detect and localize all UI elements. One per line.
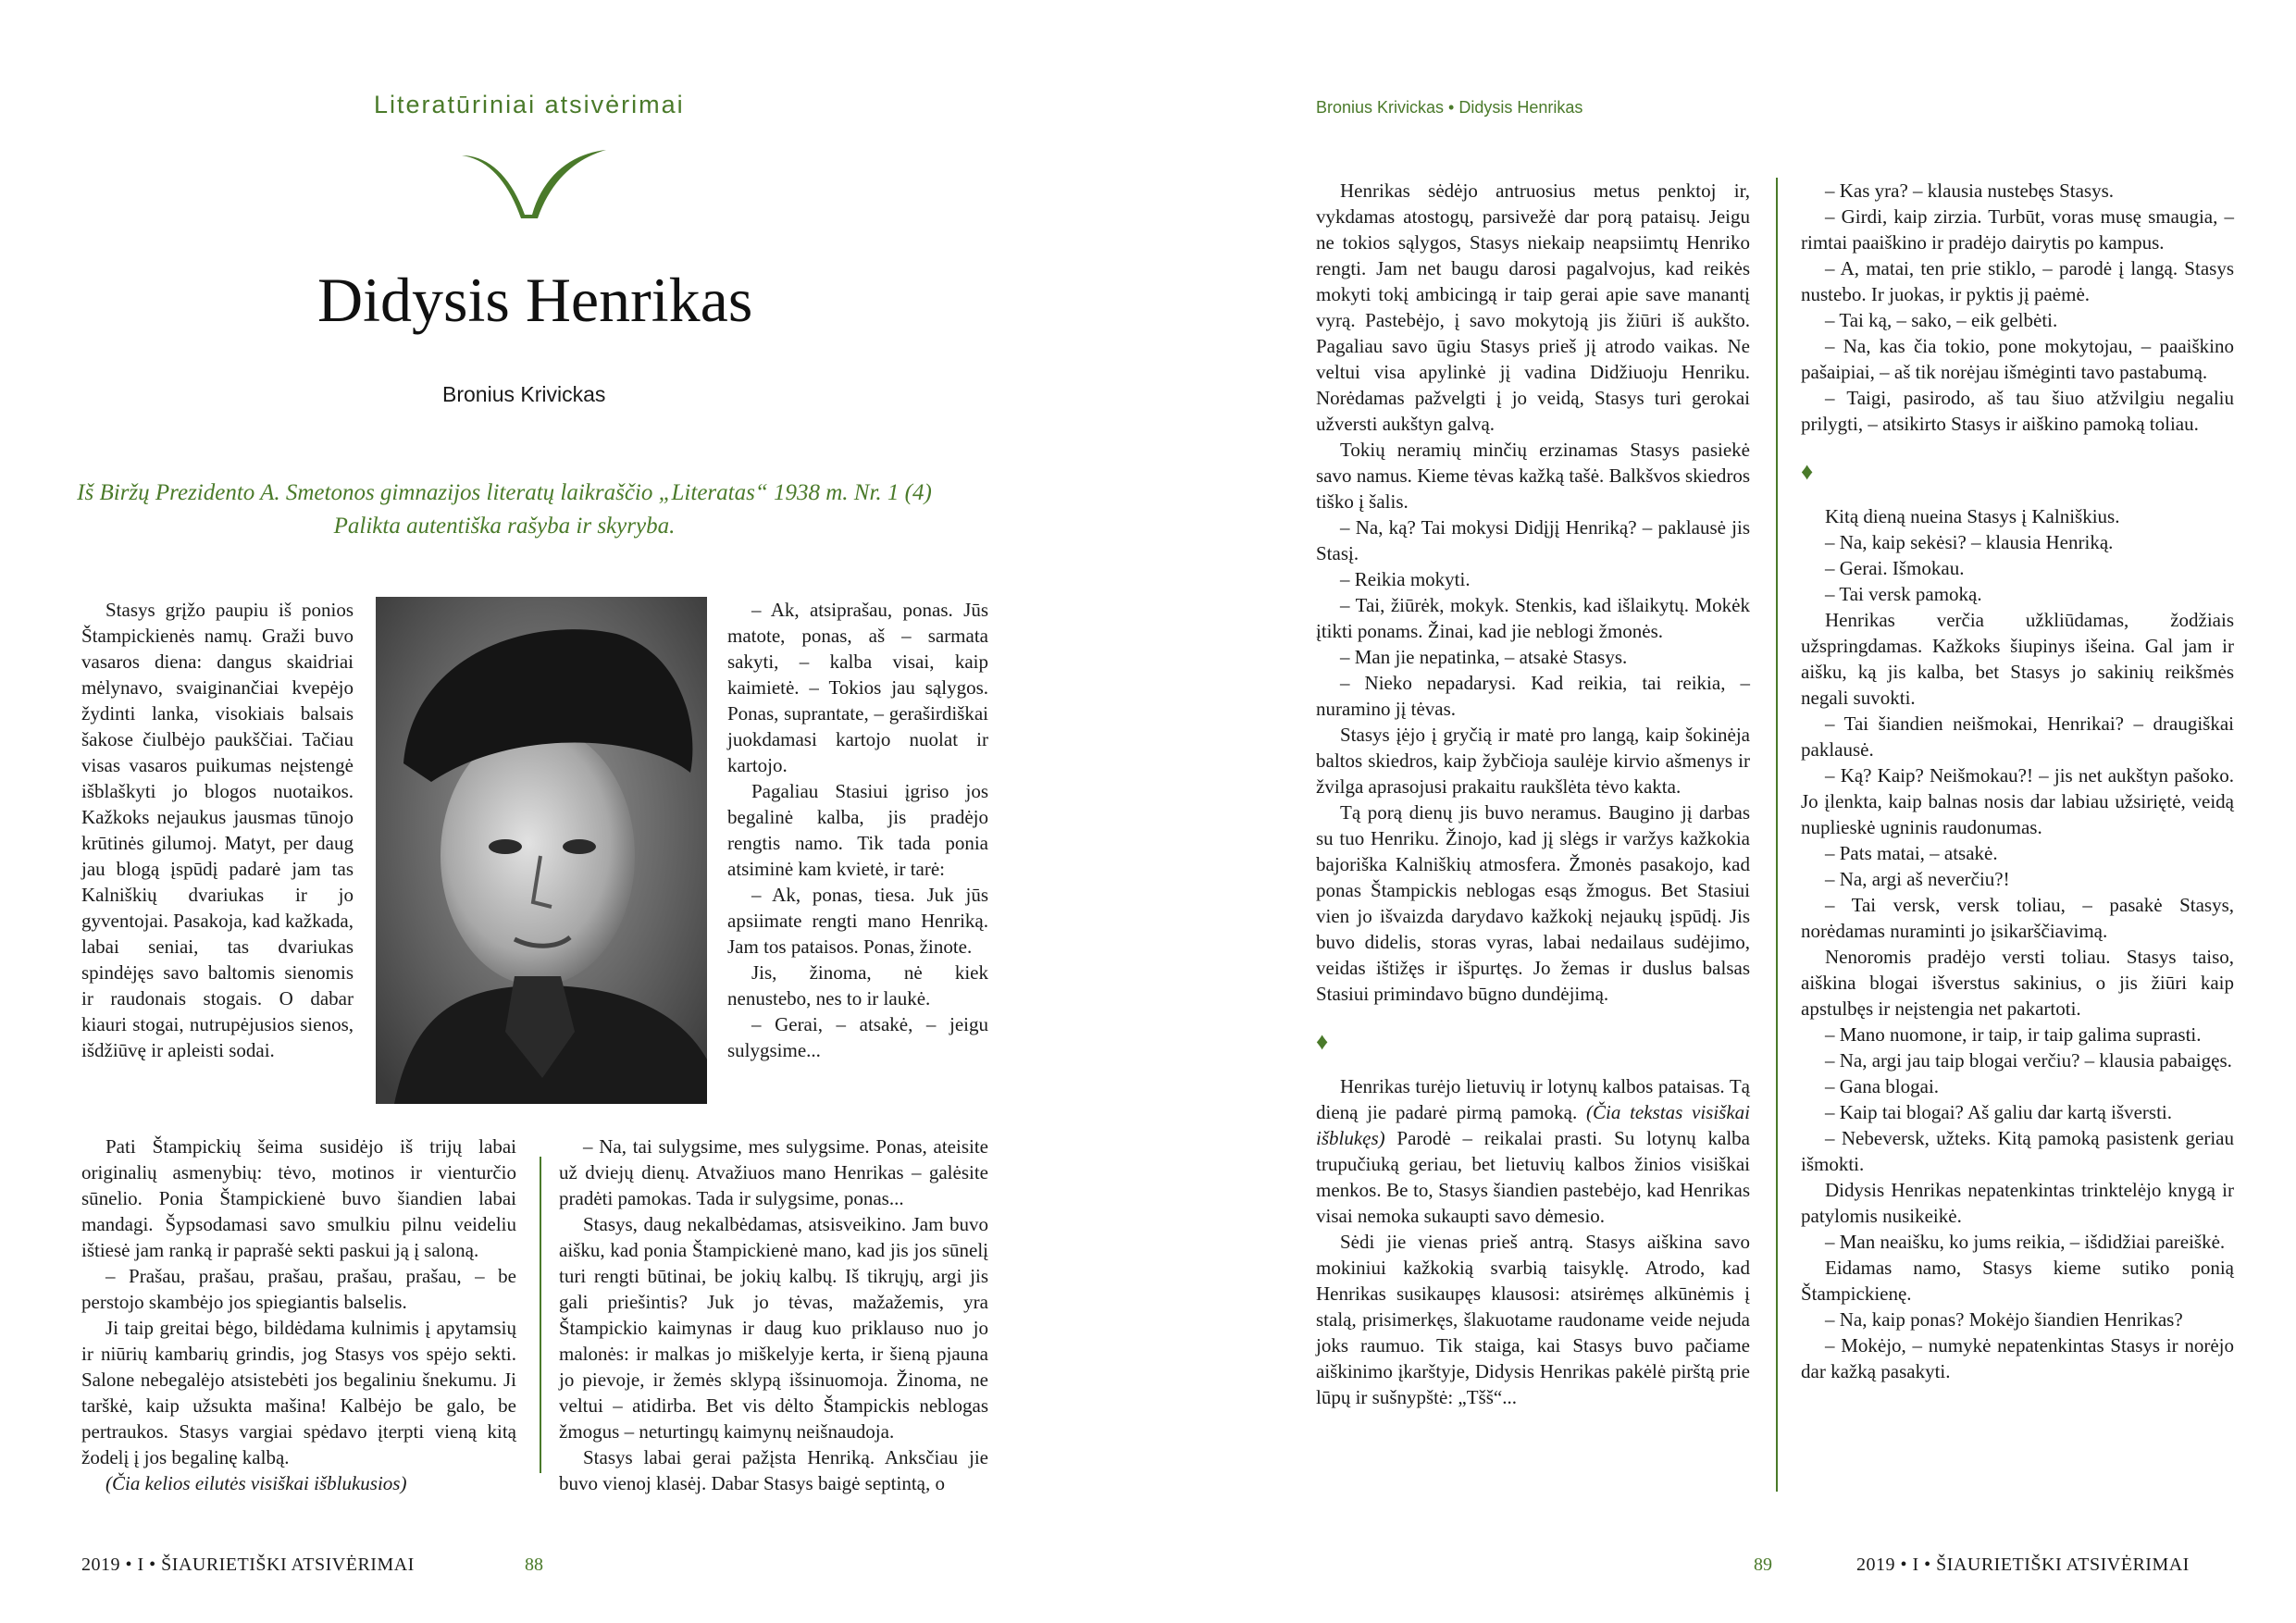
paragraph: – Mokėjo, – numykė nepatenkintas Stasys ir norėjo dar kažką pasakyti. <box>1801 1334 2234 1382</box>
paragraph: Sėdi jie vienas prieš antrą. Stasys aiškina savo mokiniui kažkokią svarbią taisyklę. Atrodo, kad Henrikas susikaupęs klausosi: atsirėmęs alkūnėmis į stalą, prisimerkęs, šlakuotame raudoname veide nejuda joks raumuo. Tik staiga, kai Stasys buvo pačiame aiškinimo įkarštyje, Didysis Henrikas pakėlė pirštą prie lūpų ir sušnypštė: „Tšš“... <box>1316 1231 1750 1408</box>
right-column-1 <box>1316 178 1750 1410</box>
page-number: 89 <box>1754 1555 1772 1575</box>
paragraph: Tą porą dienų jis buvo neramus. Baugino jį darbas su tuo Henriku. Žinojo, kad jį slėgs ir varžys kažkokia bajoriška Kalniškių atmosfera. Žmonės pasakojo, kad ponas Štampickis neblogas esąs žmogus. Bet Stasiui vien jo išvaizda darydavo kažkokį nejaukų įspūdį. Jis buvo didelis, storas vyras, labai nedailaus sudėjimo, veidas ištižęs ir išpurtęs. Jo žemas ir duslus balsas Stasiui primindavo būgno dundėjimą. <box>1316 801 1750 1005</box>
paragraph: Henrikas turėjo lietuvių ir lotynų kalbos pataisas. Tą dieną jie padarė pirmą pamoką. (Čia tekstas visiškai išblukęs) Parodė – reikalai prasti. Su lotynų kalba trupučiuką geriau, bet lietuvių kalbos žinios visiškai menkos. Be to, Stasys šiandien pastebėjo, kad Henrikas visai nemoka sukaupti savo dėmesio. <box>1316 1075 1750 1227</box>
paragraph: – Na, tai sulygsime, mes sulygsime. Ponas, ateisite už dviejų dienų. Atvažiuos mano Henrikas – galėsite pradėti pamokas. Tada ir sulygsime, ponas... <box>559 1135 988 1209</box>
paragraph: Eidamas namo, Stasys kieme sutiko ponią Štampickienę. <box>1801 1257 2234 1305</box>
paragraph: Pagaliau Stasiui įgriso jos begalinė kalba, jis pradėjo rengtis namo. Tik tada ponia atsiminė kam kvietė, ir tarė: <box>727 780 988 880</box>
source-line-2: Palikta autentiška rašyba ir skyryba. <box>333 514 676 539</box>
paragraph: – Na, ką? Tai mokysi Didįjį Henriką? – paklausė jis Stasį. <box>1316 516 1750 564</box>
left-column-2-top <box>727 597 988 1063</box>
paragraph: – Pats matai, – atsakė. <box>1825 842 1998 864</box>
source-note <box>0 477 1009 543</box>
paragraph: Henrikas verčia užkliūdamas, žodžiais užspringdamas. Kažkoks šiupinys išeina. Gal jam ir aišku, ką jis kalba, bet Stasys jo sakinių reikšmės negali suvokti. <box>1801 609 2234 709</box>
source-line-1: Iš Biržų Prezidento A. Smetonos gimnazijos literatų laikraščio „Literatas“ 1938 m. Nr. 1 (4) <box>77 480 932 505</box>
paragraph: – A, matai, ten prie stiklo, – parodė į langą. Stasys nustebo. Ir juokas, ir pyktis jį paėmė. <box>1801 257 2234 305</box>
paragraph: – Taigi, pasirodo, aš tau šiuo atžvilgiu negaliu prilygti, – atsikirto Stasys ir aiškino pamoką toliau. <box>1801 387 2234 435</box>
left-column-2-bottom <box>559 1134 988 1496</box>
paragraph: Ji taip greitai bėgo, bildėdama kulnimis į apytamsių ir niūrių kambarių grindis, jog Stasys vos spėjo sekti. Salone nebegalėjo atsistebėti jos begaliniu šnekumu. Ji tarškė, kaip užsukta mašina! Kalbėjo be galo, be pertraukos. Stasys vargiai spėdavo įterpti vieną kitą žodelį į jos begalinę kalbą. <box>81 1317 516 1468</box>
paragraph: Nenoromis pradėjo versti toliau. Stasys taiso, aiškina blogai išverstus sakinius, o jis žiūri kaip apstulbęs ir neįstengia net pakartoti. <box>1801 946 2234 1020</box>
paragraph: – Ką? Kaip? Neišmokau?! – jis net aukštyn pašoko. Jo įlenkta, kaip balnas nosis dar labiau užsiriętė, veidą nuplieskė ugninis raudonumas. <box>1801 764 2234 838</box>
paragraph: Didysis Henrikas nepatenkintas trinktelėjo knygą ir patylomis nusikeikė. <box>1801 1179 2234 1227</box>
paragraph: – Mano nuomone, ir taip, ir taip galima suprasti. <box>1825 1023 2202 1046</box>
diamond-ornament-icon: ♦ <box>1801 458 1814 485</box>
paragraph: – Ak, atsiprašau, ponas. Jūs matote, ponas, aš – sarmata sakyti, – kalba visai, kaip kaimietė. – Tokios jau sąlygos. Ponas, suprantate, – geraširdiškai juokdamasi kartojo nuolat ir kartojo. <box>727 599 988 776</box>
article-title: Didysis Henrikas <box>317 265 753 335</box>
author-name: Bronius Krivickas <box>442 382 606 406</box>
paragraph: – Gerai, – atsakė, – jeigu sulygsime... <box>727 1013 988 1061</box>
paragraph: – Na, kas čia tokio, pone mokytojau, – paaiškino pašaipiai, – aš tik norėjau išmėginti tavo pastabumą. <box>1801 335 2234 383</box>
paragraph: Pati Štampickių šeima susidėjo iš trijų labai originalių asmenybių: tėvo, motinos ir vienturčio sūnelio. Ponia Štampickienė buvo šiandien labai mandagi. Šypsodamasi savo smulkiu pilnu veideliu ištiesė jam ranką ir paprašė sekti paskui ją į saloną. <box>81 1135 516 1261</box>
paragraph: – Tai šiandien neišmokai, Henrikai? – draugiškai paklausė. <box>1801 712 2234 761</box>
paragraph: – Man jie nepatinka, – atsakė Stasys. <box>1340 646 1628 668</box>
paragraph: – Na, argi aš neverčiu?! <box>1825 868 2010 890</box>
section-label: Literatūriniai atsivėrimai <box>374 91 685 118</box>
left-column-1-bottom <box>81 1134 516 1496</box>
right-column-2 <box>1801 178 2234 1384</box>
right-page <box>1148 0 2296 1623</box>
paragraph: – Reikia mokyti. <box>1340 568 1471 590</box>
footer-journal: 2019 • I • ŠIAURIETIŠKI ATSIVĖRIMAI <box>1856 1555 2190 1575</box>
paragraph: – Na, kaip sekėsi? – klausia Henriką. <box>1825 531 2114 553</box>
paragraph: – Gerai. Išmokau. <box>1825 557 1965 579</box>
paragraph: Henrikas sėdėjo antruosius metus penktoj ir, vykdamas atostogų, parsivežė dar porą pataisų. Jeigu ne tokios sąlygos, Stasys niekaip neapsiimtų Henriko rengti. Jam net baugu darosi pagalvojus, kad reikės mokyti tokį ambicingą ir taip gerai apie save manantį vyrą. Pastebėjo, į savo mokytoją jis žiūri iš aukšto. Pagaliau savo ūgiu Stasys prieš jį atrodo vaikas. Ne veltui visa apylinkė jį vadina Didžiuoju Henriku. Norėdamas pažvelgti į jo veidą, Stasys turi gerokai užversti aukštyn galvą. <box>1316 180 1750 435</box>
left-column-1-top <box>81 597 354 1063</box>
diamond-ornament-icon: ♦ <box>1316 1028 1329 1055</box>
paragraph: – Gana blogai. <box>1825 1075 1940 1097</box>
paragraph: – Tai ką, – sako, – eik gelbėti. <box>1825 309 2058 331</box>
paragraph: – Nebeversk, užteks. Kitą pamoką pasistenk geriau išmokti. <box>1801 1127 2234 1175</box>
paragraph: – Na, kaip ponas? Mokėjo šiandien Henrikas? <box>1825 1308 2183 1331</box>
paragraph: – Tai versk pamoką. <box>1825 583 1982 605</box>
column-rule <box>540 1157 541 1473</box>
paragraph: – Na, argi jau taip blogai verčiu? – klausia pabaigęs. <box>1825 1049 2232 1072</box>
faded-note: (Čia kelios eilutės visiškai išblukusios) <box>105 1472 407 1494</box>
paragraph: Tokių neramių minčių erzinamas Stasys pasiekė savo namus. Kieme tėvas kažką tašė. Balkšvos skiedros tiško į šalis. <box>1316 439 1750 513</box>
paragraph: – Nieko nepadarysi. Kad reikia, tai reikia, – nuramino jį tėvas. <box>1316 672 1750 720</box>
paragraph: Stasys įėjo į gryčią ir matė pro langą, kaip šokinėja baltos skiedros, kaip žybčioja saulėje kirvio ašmenys ir žvilga aprasojusi prakaitu raukšlėta tėvo kakta. <box>1316 724 1750 798</box>
paragraph: Stasys grįžo paupiu iš ponios Štampickienės namų. Graži buvo vasaros diena: dangus skaidriai mėlynavo, svaiginančiai kvepėjo žydinti lanka, visokiais balsais šakose čiulbėjo paukščiai. Tačiau visas vasaros puikumas neįstengė išblaškyti jo blogos nuotaikos. Kažkoks nejaukus jausmas tūnojo krūtinės gilumoj. Matyt, per daug jau blogą įspūdį padarė jam tas Kalniškių dvariukas ir jo gyventojai. Pasakoja, kad kažkada, labai seniai, tas dvariukas spindėjęs savo baltomis sienomis ir raudonais stogais. O dabar kiauri stogai, nutrupėjusios sienos, išdžiūvę ir apleisti sodai. <box>81 599 354 1061</box>
paragraph: – Ak, ponas, tiesa. Juk jūs apsiimate rengti mano Henriką. Jam tos pataisos. Ponas, žinote. <box>727 884 988 958</box>
paragraph: – Prašau, prašau, prašau, prašau, prašau, – be perstojo skambėjo jos spiegiantis balselis. <box>81 1265 516 1313</box>
paragraph: – Tai, žiūrėk, mokyk. Stenkis, kad išlaikytų. Mokėk įtikti ponams. Žinai, kad jie neblogi žmonės. <box>1316 594 1750 642</box>
paragraph: – Man neaišku, ko jums reikia, – išdidžiai pareiškė. <box>1825 1231 2226 1253</box>
running-head: Bronius Krivickas • Didysis Henrikas <box>1316 98 1583 117</box>
paragraph: Jis, žinoma, nė kiek nenustebo, nes to ir laukė. <box>727 961 988 1010</box>
paragraph: – Tai versk, versk toliau, – pasakė Stasys, norėdamas nuraminti jo įsikarščiavimą. <box>1801 894 2234 942</box>
v-ornament-icon <box>460 148 608 222</box>
paragraph: – Kas yra? – klausia nustebęs Stasys. <box>1825 180 2115 202</box>
paragraph: – Girdi, kaip zirzia. Turbūt, voras musę smaugia, – rimtai paaiškino ir pradėjo dairytis po kampus. <box>1801 205 2234 254</box>
column-rule <box>1776 178 1778 1492</box>
paragraph: Stasys, daug nekalbėdamas, atsisveikino. Jam buvo aišku, kad ponia Štampickienė mano, kad jis jos sūnelį turi rengti būtinai, be jokių kalbų. Iš tikrųjų, argi jis gali priešintis? Juk jo tėvas, mažažemis, yra Štampickio kaimynas ir daug kuo priklauso nuo jo malonės: ir malkas jo miškelyje kerta, ir šieną pjauna jo pievoje, ir žemės sklypą išsinuomoja. Žinoma, ne veltui – atidirba. Bet vis dėlto Štampickis neblogas žmogus – neturtingų kaimynų neišnaudoja. <box>559 1213 988 1443</box>
page-number: 88 <box>525 1555 543 1575</box>
author-portrait-photo <box>376 597 707 1104</box>
paragraph: Stasys labai gerai pažįsta Henriką. Anksčiau jie buvo vienoj klasėj. Dabar Stasys baigė septintą, o <box>559 1446 988 1494</box>
footer-journal: 2019 • I • ŠIAURIETIŠKI ATSIVĖRIMAI <box>81 1555 415 1575</box>
paragraph: Kitą dieną nueina Stasys į Kalniškius. <box>1825 505 2120 527</box>
paragraph: – Kaip tai blogai? Aš galiu dar kartą išversti. <box>1825 1101 2172 1123</box>
